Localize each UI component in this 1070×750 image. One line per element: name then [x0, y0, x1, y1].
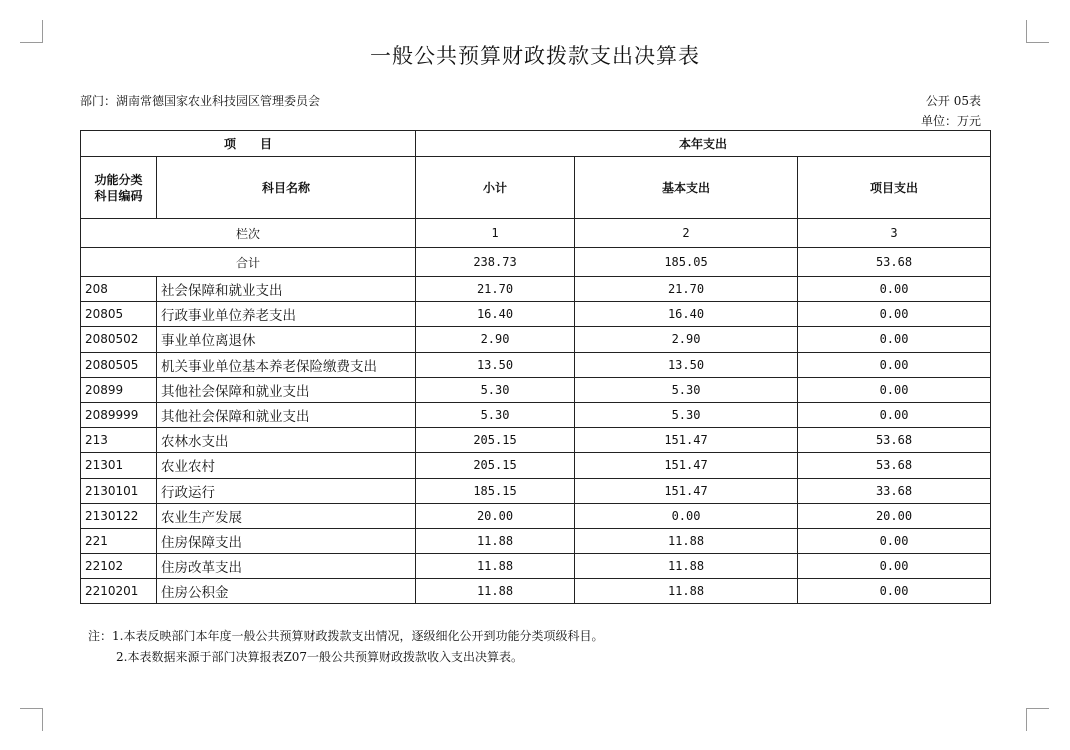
row-project: 0.00 — [798, 554, 991, 579]
total-project: 53.68 — [798, 248, 991, 277]
row-project: 20.00 — [798, 503, 991, 528]
header-row-1 — [81, 131, 991, 157]
form-number: 公开 05表 — [925, 94, 981, 108]
header-subtotal: 小计 — [416, 157, 575, 219]
footnote-2: 2.本表数据来源于部门决算报表Z07一般公共预算财政拨款收入支出决算表。 — [116, 650, 524, 664]
total-row — [81, 248, 991, 277]
row-project: 0.00 — [798, 277, 991, 302]
row-name: 住房保障支出 — [157, 528, 416, 553]
table-row — [81, 453, 991, 478]
row-subtotal: 2.90 — [416, 327, 575, 352]
row-code: 2210201 — [81, 579, 157, 604]
row-code: 2130122 — [81, 503, 157, 528]
row-project: 0.00 — [798, 579, 991, 604]
row-project: 0.00 — [798, 377, 991, 402]
row-name: 行政运行 — [157, 478, 416, 503]
row-project: 0.00 — [798, 402, 991, 427]
table-row — [81, 377, 991, 402]
row-name: 行政事业单位养老支出 — [157, 302, 416, 327]
row-name: 住房公积金 — [157, 579, 416, 604]
row-code: 20899 — [81, 377, 157, 402]
row-basic: 11.88 — [575, 528, 798, 553]
page-title: 一般公共预算财政拨款支出决算表 — [370, 44, 700, 68]
row-subtotal: 16.40 — [416, 302, 575, 327]
row-project: 53.68 — [798, 453, 991, 478]
table-row — [81, 554, 991, 579]
row-name: 其他社会保障和就业支出 — [157, 402, 416, 427]
header-basic: 基本支出 — [575, 157, 798, 219]
row-basic: 151.47 — [575, 453, 798, 478]
row-basic: 5.30 — [575, 377, 798, 402]
row-code: 21301 — [81, 453, 157, 478]
header-row-2 — [81, 157, 991, 219]
column-index-label: 栏次 — [81, 219, 416, 248]
row-project: 0.00 — [798, 327, 991, 352]
header-name: 科目名称 — [157, 157, 416, 219]
table-row — [81, 327, 991, 352]
footnotes — [88, 626, 603, 668]
row-basic: 5.30 — [575, 402, 798, 427]
row-name: 事业单位离退休 — [157, 327, 416, 352]
row-name: 社会保障和就业支出 — [157, 277, 416, 302]
row-project: 53.68 — [798, 428, 991, 453]
row-subtotal: 205.15 — [416, 453, 575, 478]
total-label: 合计 — [81, 248, 416, 277]
row-subtotal: 13.50 — [416, 352, 575, 377]
row-name: 农业农村 — [157, 453, 416, 478]
table-row — [81, 528, 991, 553]
row-code: 2080505 — [81, 352, 157, 377]
row-name: 住房改革支出 — [157, 554, 416, 579]
table-row — [81, 302, 991, 327]
column-index-row — [81, 219, 991, 248]
row-code: 2130101 — [81, 478, 157, 503]
row-basic: 2.90 — [575, 327, 798, 352]
row-subtotal: 21.70 — [416, 277, 575, 302]
row-code: 2089999 — [81, 402, 157, 427]
table-row — [81, 402, 991, 427]
row-code: 213 — [81, 428, 157, 453]
header-code: 功能分类 科目编码 — [81, 157, 157, 219]
row-basic: 13.50 — [575, 352, 798, 377]
row-project: 0.00 — [798, 302, 991, 327]
crop-mark-bottom-right — [1026, 708, 1049, 731]
department-label: 部门：湖南常德国家农业科技园区管理委员会 — [80, 94, 321, 108]
row-code: 20805 — [81, 302, 157, 327]
crop-mark-bottom-left — [20, 708, 43, 731]
row-code: 221 — [81, 528, 157, 553]
column-index-1: 1 — [416, 219, 575, 248]
row-project: 0.00 — [798, 528, 991, 553]
row-subtotal: 20.00 — [416, 503, 575, 528]
table-row — [81, 277, 991, 302]
total-basic: 185.05 — [575, 248, 798, 277]
column-index-2: 2 — [575, 219, 798, 248]
header-project: 项 目 — [81, 131, 416, 157]
row-code: 2080502 — [81, 327, 157, 352]
row-project: 0.00 — [798, 352, 991, 377]
row-subtotal: 11.88 — [416, 579, 575, 604]
row-subtotal: 185.15 — [416, 478, 575, 503]
total-subtotal: 238.73 — [416, 248, 575, 277]
row-project: 33.68 — [798, 478, 991, 503]
row-subtotal: 5.30 — [416, 377, 575, 402]
row-basic: 16.40 — [575, 302, 798, 327]
row-name: 农业生产发展 — [157, 503, 416, 528]
row-subtotal: 11.88 — [416, 528, 575, 553]
row-subtotal: 11.88 — [416, 554, 575, 579]
row-basic: 11.88 — [575, 579, 798, 604]
row-basic: 0.00 — [575, 503, 798, 528]
row-basic: 151.47 — [575, 478, 798, 503]
row-subtotal: 5.30 — [416, 402, 575, 427]
row-basic: 151.47 — [575, 428, 798, 453]
row-name: 机关事业单位基本养老保险缴费支出 — [157, 352, 416, 377]
header-current-year: 本年支出 — [416, 131, 991, 157]
row-subtotal: 205.15 — [416, 428, 575, 453]
row-name: 农林水支出 — [157, 428, 416, 453]
table-row — [81, 503, 991, 528]
unit-label: 单位：万元 — [920, 114, 981, 128]
expenditure-table — [80, 130, 991, 604]
table-row — [81, 428, 991, 453]
table-row — [81, 579, 991, 604]
table-row — [81, 352, 991, 377]
table-row — [81, 478, 991, 503]
row-code: 208 — [81, 277, 157, 302]
row-name: 其他社会保障和就业支出 — [157, 377, 416, 402]
column-index-3: 3 — [798, 219, 991, 248]
footnote-1: 注：1.本表反映部门本年度一般公共预算财政拨款支出情况，逐级细化公开到功能分类项级科目。 — [88, 629, 604, 643]
header-project-exp: 项目支出 — [798, 157, 991, 219]
row-basic: 11.88 — [575, 554, 798, 579]
row-basic: 21.70 — [575, 277, 798, 302]
row-code: 22102 — [81, 554, 157, 579]
